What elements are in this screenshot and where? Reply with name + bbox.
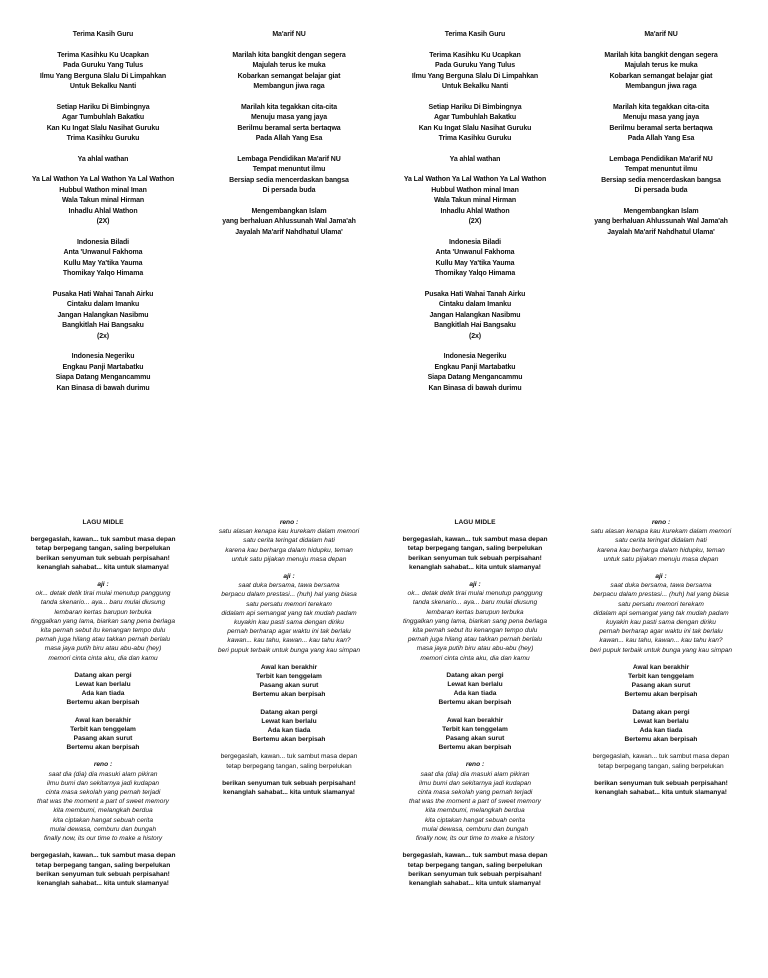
lyric-line: yang berhaluan Ahlussunah Wal Jama'ah	[222, 218, 356, 225]
lyric-line: beri pupuk terbaik untuk bunga yang kau simpan	[589, 646, 733, 654]
lyric-line: Wala Takun minal Hirman	[433, 197, 517, 204]
lyric-line: Lewat kan berlalu	[75, 681, 131, 689]
lyric-line: Kullu May Ya'tika Yauma	[435, 259, 515, 267]
lyric-line: Terbit kan tenggelam	[70, 725, 136, 733]
stanza	[382, 716, 568, 753]
stanza	[10, 238, 196, 280]
lyric-line: Berilmu beramal serta bertaqwa	[609, 124, 713, 132]
lyric-line: Terbit kan tenggelam	[256, 673, 322, 681]
lyric-line: Ya ahlal wathan	[449, 155, 501, 163]
lyric-line: Kullu May Ya'tika Yauma	[63, 259, 143, 267]
lyric-line: kenanglah sahabat... kita untuk slamanya!	[595, 789, 727, 797]
stanza	[382, 580, 568, 663]
lyric-line: Pasang akan surut	[631, 682, 691, 690]
lyric-line: kenanglah sahabat... kita untuk slamanya!	[409, 563, 541, 571]
lyric-line: Setiap Hariku Di Bimbingnya	[428, 103, 522, 111]
lyric-line: kenanglah sahabat... kita untuk slamanya!	[409, 879, 541, 887]
lyric-line: tanda skenario... aya... baru mulai diusung	[40, 599, 166, 607]
lyrics-column	[382, 30, 568, 394]
stanza	[196, 663, 382, 700]
lyric-line: kawan... kau tahu, kawan... kau tahu kan?	[599, 637, 723, 645]
singer-label: aji :	[97, 581, 109, 589]
lyric-line: saat duka bersama, tawa bersama	[610, 582, 712, 590]
lyric-line: Datang akan pergi	[260, 708, 318, 716]
lyric-line: tinggalkan yang lama, biarkan sang pena berlaga	[402, 617, 548, 625]
lyric-line: berikan senyuman tuk sebuah perpisahan!	[36, 554, 170, 562]
stanza	[10, 155, 196, 166]
lyric-line: Marilah kita tegakkan cita-cita	[612, 103, 710, 111]
lyric-line: Thomikay Yalqo Himama	[434, 270, 516, 277]
lyric-line: ilmu bumi dan sekitarnya jadi kudapan	[418, 779, 532, 787]
lyric-line: satu persatu memori terekam	[618, 600, 704, 608]
lyric-line: Di persada buda	[634, 187, 688, 194]
stanza	[382, 535, 568, 572]
lyrics-column	[196, 518, 382, 805]
lyric-line: Bersiap sedia mencerdaskan bangsa	[601, 176, 721, 184]
lyric-line: yang berhaluan Ahlussunah Wal Jama'ah	[594, 218, 728, 225]
stanza	[196, 708, 382, 745]
lyric-line: Membangun jiwa raga	[253, 83, 325, 90]
lyric-line: tetap berpegang tangan, saling berpelukan	[407, 545, 543, 553]
lyric-line: Ada kan tiada	[453, 690, 497, 698]
lyric-line: Kan Binasa di bawah durimu	[56, 384, 150, 392]
lyric-line: Pasang akan surut	[259, 682, 319, 690]
stanza	[568, 518, 754, 564]
lyric-line: untuk satu pijakan menuju masa depan	[231, 555, 347, 563]
lyric-line: Ada kan tiada	[267, 727, 311, 735]
stanza	[10, 580, 196, 663]
lyric-line: tetap berpegang tangan, saling berpelukan	[598, 762, 724, 770]
lyric-line: Bertemu akan berpisah	[66, 699, 140, 707]
lyric-line: mulai dewasa, cemburu dan bungah	[421, 825, 529, 833]
lyric-line: berpacu dalam prestasi... (huh) hal yang biasa	[221, 591, 357, 599]
lyric-line: Ilmu Yang Berguna Slalu Di Limpahkan	[39, 72, 167, 80]
stanza	[568, 708, 754, 745]
lyric-line: satu persatu memori terekam	[246, 600, 332, 608]
lyric-line: berpacu dalam prestasi... (huh) hal yang biasa	[593, 591, 729, 599]
lyric-line: Bertemu akan berpisah	[66, 744, 140, 752]
lyric-line: Mengembangkan Islam	[623, 207, 699, 215]
song-title: LAGU MIDLE	[454, 519, 496, 526]
lyric-line: ok... detak detik tirai mulai menutup panggung	[407, 590, 543, 598]
lyric-line: Thomikay Yalqo Himama	[62, 270, 144, 277]
stanza	[568, 572, 754, 655]
lyric-line: Hubbul Wathon minal Iman	[59, 186, 147, 194]
lyric-line: cinta masa sekolah yang pernah terjadi	[45, 789, 161, 797]
lyric-line: Ilmu Yang Berguna Slalu Di Limpahkan	[411, 72, 539, 80]
stanza	[568, 51, 754, 93]
stanza	[196, 103, 382, 145]
stanza	[10, 760, 196, 843]
lyric-line: didalam api semangat yang tak mudah padam	[593, 609, 729, 617]
lyric-line: Datang akan pergi	[632, 708, 690, 716]
lyric-line: Untuk Bekalku Nanti	[69, 83, 137, 90]
lyric-line: Jayalah Ma'arif Nahdhatul Ulama'	[607, 228, 715, 236]
lyric-line: Setiap Hariku Di Bimbingnya	[56, 103, 150, 111]
lyric-line: Bertemu akan berpisah	[438, 744, 512, 752]
lyric-line: pernah juga hilang atau takkan pernah berlalu	[35, 636, 171, 644]
lyric-line: mulai dewasa, cemburu dan bungah	[49, 825, 157, 833]
lyric-line: finally now, its our time to make a history	[43, 835, 163, 843]
lyric-line: (2x)	[468, 332, 482, 340]
lyric-line: berikan senyuman tuk sebuah perpisahan!	[36, 870, 170, 878]
lyric-line: bergegaslah, kawan... tuk sambut masa depan	[592, 753, 730, 761]
stanza	[10, 175, 196, 228]
lyric-line: kita pernah sebut itu kenangan tempo dulu	[412, 627, 538, 635]
lyric-line: Pada Guruku Yang Tulus	[434, 62, 515, 69]
lyric-line: Wala Takun minal Hirman	[61, 197, 145, 204]
lyric-line: Trima Kasihku Guruku	[438, 135, 512, 142]
lyric-line: Jangan Halangkan Nasibmu	[57, 311, 149, 319]
lyric-line: Bangkitlah Hai Bangsaku	[434, 322, 516, 329]
lyric-line: Engkau Panji Martabatku	[434, 363, 516, 371]
lyric-line: berikan senyuman tuk sebuah perpisahan!	[408, 554, 542, 562]
stanza	[10, 671, 196, 708]
lyric-line: tanda skenario... aya... baru mulai diusung	[412, 599, 538, 607]
lyric-line: Datang akan pergi	[446, 671, 504, 679]
lyric-line: beri pupuk terbaik untuk bunga yang kau simpan	[217, 646, 361, 654]
lyric-line: saat duka bersama, tawa bersama	[238, 582, 340, 590]
lyric-line: Indonesia Negeriku	[71, 353, 135, 360]
singer-label: aji :	[283, 573, 295, 581]
lyrics-column	[196, 30, 382, 238]
lyric-line: didalam api semangat yang tak mudah padam	[221, 609, 357, 617]
singer-label: aji :	[655, 573, 667, 581]
stanza	[568, 663, 754, 700]
lyric-line: Pada Allah Yang Esa	[627, 135, 695, 142]
lyric-line: Bertemu akan berpisah	[624, 691, 698, 699]
lyric-line: Inhadlu Ahlal Wathon	[440, 207, 510, 215]
lyric-line: Menuju masa yang jaya	[622, 114, 700, 121]
lyric-line: Pada Allah Yang Esa	[255, 135, 323, 142]
lyric-line: Majulah terus ke muka	[624, 62, 698, 69]
lyric-line: Kan Binasa di bawah durimu	[428, 384, 522, 392]
lyrics-column	[382, 518, 568, 896]
stanza	[568, 207, 754, 239]
lyric-line: memori cinta cinta aku, dia dan kamu	[48, 654, 158, 662]
song-title: Ma'arif NU	[272, 31, 306, 38]
lyric-line: karena kau berharga dalam hidupku, teman	[597, 546, 725, 554]
lyric-line: Di persada buda	[262, 187, 316, 194]
lyric-line: saat dia (dia) dia masuki alam pikiran	[420, 770, 530, 778]
lyric-line: Bersiap sedia mencerdaskan bangsa	[229, 176, 349, 184]
stanza	[382, 352, 568, 394]
lyric-line: Trima Kasihku Guruku	[66, 135, 140, 142]
lyric-line: ilmu bumi dan sekitarnya jadi kudapan	[46, 779, 160, 787]
lyric-line: Terbit kan tenggelam	[628, 673, 694, 681]
stanza	[382, 238, 568, 280]
lyric-line: berikan senyuman tuk sebuah perpisahan!	[222, 779, 356, 787]
lyric-line: Majulah terus ke muka	[252, 62, 326, 69]
lyric-line: masa jaya putih biru atau abu-abu (hey)	[44, 645, 162, 653]
lyric-line: Lewat kan berlalu	[261, 717, 317, 725]
stanza	[382, 290, 568, 343]
singer-label: reno :	[279, 519, 299, 526]
lyric-line: Ada kan tiada	[81, 690, 125, 698]
stanza	[382, 51, 568, 93]
lyric-line: Agar Tumbuhlah Bakatku	[433, 114, 517, 121]
lyric-line: kita membumi, melangkah berdua	[425, 807, 525, 815]
lyric-line: kenanglah sahabat... kita untuk slamanya!	[37, 563, 169, 571]
lyrics-column	[10, 30, 196, 394]
stanza	[196, 572, 382, 655]
lyric-line: kawan... kau tahu, kawan... kau tahu kan?	[227, 637, 351, 645]
lyric-line: kita ciptakan hangat sebuah cerita	[424, 816, 526, 824]
lyric-line: Kan Ku Ingat Slalu Nasihat Guruku	[46, 124, 160, 132]
stanza	[10, 290, 196, 343]
lyric-line: Ada kan tiada	[639, 727, 683, 735]
lyrics-column	[10, 518, 196, 896]
stanza	[196, 752, 382, 770]
lyric-line: Bertemu akan berpisah	[438, 699, 512, 707]
lyric-line: Siapa Datang Mengancammu	[427, 374, 523, 381]
lyric-line: Marilah kita tegakkan cita-cita	[240, 103, 338, 111]
lyrics-column	[568, 518, 754, 805]
lyric-line: Terbit kan tenggelam	[442, 725, 508, 733]
lyric-line: Datang akan pergi	[74, 671, 132, 679]
lyric-line: finally now, its our time to make a history	[415, 835, 535, 843]
stanza	[196, 207, 382, 239]
lyric-line: (2x)	[96, 332, 110, 340]
lyric-line: Marilah kita bangkit dengan segera	[232, 51, 346, 59]
lyric-line: untuk satu pijakan menuju masa depan	[603, 555, 719, 563]
lyric-line: Pusaka Hati Wahai Tanah Airku	[52, 290, 154, 298]
lyric-line: Pasang akan surut	[445, 735, 505, 743]
song-title: Terima Kasih Guru	[72, 31, 134, 38]
lyric-line: satu cerita teringat didalam hati	[243, 537, 335, 545]
lyric-line: kuyakin kau pasti sama dengan diriku	[606, 619, 716, 627]
lyric-line: Untuk Bekalku Nanti	[441, 83, 509, 90]
lyric-line: kuyakin kau pasti sama dengan diriku	[234, 619, 344, 627]
lyric-line: Lewat kan berlalu	[447, 681, 503, 689]
lyric-line: bergegaslah, kawan... tuk sambut masa depan	[220, 753, 358, 761]
stanza	[10, 535, 196, 572]
lyric-line: Agar Tumbuhlah Bakatku	[61, 114, 145, 121]
lyric-line: bergegaslah, kawan... tuk sambut masa depan	[30, 852, 176, 860]
stanza	[196, 155, 382, 197]
lyric-line: Lewat kan berlalu	[633, 717, 689, 725]
song-title: Terima Kasih Guru	[444, 31, 506, 38]
lyric-line: lembaran kertas barupun terbuka	[54, 608, 152, 616]
lyric-line: Siapa Datang Mengancammu	[55, 374, 151, 381]
lyric-line: masa jaya putih biru atau abu-abu (hey)	[416, 645, 534, 653]
lyric-line: tetap berpegang tangan, saling berpelukan	[35, 861, 171, 869]
lyric-line: kita pernah sebut itu kenangan tempo dulu	[40, 627, 166, 635]
stanza	[196, 518, 382, 564]
lyric-line: Jangan Halangkan Nasibmu	[429, 311, 521, 319]
stanza	[568, 752, 754, 770]
lyric-line: Awal kan berakhir	[446, 716, 504, 724]
stanza	[382, 103, 568, 145]
lyric-line: Pasang akan surut	[73, 735, 133, 743]
lyric-line: satu alasan kenapa kau kurekam dalam memori	[590, 528, 732, 536]
lyric-line: Berilmu beramal serta bertaqwa	[237, 124, 341, 132]
lyric-line: bergegaslah, kawan... tuk sambut masa depan	[402, 852, 548, 860]
singer-label: aji :	[469, 581, 481, 589]
singer-label: reno :	[93, 761, 113, 769]
lyric-line: kita ciptakan hangat sebuah cerita	[52, 816, 154, 824]
lyric-line: Bertemu akan berpisah	[624, 736, 698, 744]
lyric-line: Membangun jiwa raga	[625, 83, 697, 90]
lyric-line: bergegaslah, kawan... tuk sambut masa depan	[30, 536, 176, 544]
stanza	[10, 851, 196, 888]
lyric-line: Indonesia Biladi	[448, 238, 502, 246]
lyric-line: Tempat menuntut ilmu	[252, 166, 326, 173]
lyric-line: Bertemu akan berpisah	[252, 736, 326, 744]
lyric-line: Marilah kita bangkit dengan segera	[604, 51, 718, 59]
lyric-line: Anta 'Unwanul Fakhoma	[63, 249, 143, 256]
lyric-line: tetap berpegang tangan, saling berpelukan	[35, 545, 171, 553]
lyric-line: Ya Lal Wathon Ya Lal Wathon Ya Lal Wathon	[403, 176, 547, 183]
lyric-line: pernah berharap agar waktu ini tak berlalu	[227, 628, 351, 636]
stanza	[10, 103, 196, 145]
lyric-line: Cintaku dalam Imanku	[66, 301, 140, 308]
lyric-line: tetap berpegang tangan, saling berpelukan	[407, 861, 543, 869]
lyric-line: lembaran kertas barupun terbuka	[426, 608, 524, 616]
lyric-line: kita membumi, melangkah berdua	[53, 807, 153, 815]
lyric-line: Tempat menuntut ilmu	[624, 166, 698, 173]
lyric-line: Inhadlu Ahlal Wathon	[68, 207, 138, 215]
lyric-line: Awal kan berakhir	[260, 663, 318, 671]
lyric-line: Jayalah Ma'arif Nahdhatul Ulama'	[235, 228, 343, 236]
lyric-line: cinta masa sekolah yang pernah terjadi	[417, 789, 533, 797]
lyric-line: kenanglah sahabat... kita untuk slamanya!	[37, 879, 169, 887]
lyric-line: bergegaslah, kawan... tuk sambut masa depan	[402, 536, 548, 544]
lyric-line: Lembaga Pendidikan Ma'arif NU	[609, 155, 713, 163]
lyric-line: Lembaga Pendidikan Ma'arif NU	[237, 155, 341, 163]
lyric-line: Terima Kasihku Ku Ucapkan	[429, 51, 521, 59]
lyric-line: Engkau Panji Martabatku	[62, 363, 144, 371]
singer-label: reno :	[651, 519, 671, 526]
lyric-line: (2X)	[468, 218, 482, 225]
lyric-line: saat dia (dia) dia masuki alam pikiran	[48, 770, 158, 778]
lyric-line: Ya Lal Wathon Ya Lal Wathon Ya Lal Wathon	[31, 176, 175, 183]
stanza	[382, 155, 568, 166]
stanza	[568, 779, 754, 797]
lyric-line: Kan Ku Ingat Slalu Nasihat Guruku	[418, 124, 532, 132]
lyric-line: that was the moment a part of sweet memory	[409, 798, 541, 806]
stanza	[568, 155, 754, 197]
lyric-line: tinggalkan yang lama, biarkan sang pena berlaga	[30, 617, 176, 625]
song-title: Ma'arif NU	[644, 31, 678, 38]
stanza	[196, 779, 382, 797]
stanza	[196, 51, 382, 93]
singer-label: reno :	[465, 761, 485, 769]
lyric-line: Terima Kasihku Ku Ucapkan	[57, 51, 149, 59]
lyric-line: satu alasan kenapa kau kurekam dalam memori	[218, 528, 360, 536]
stanza	[10, 352, 196, 394]
lyric-line: Indonesia Biladi	[76, 238, 130, 246]
lyrics-column	[568, 30, 754, 238]
lyric-line: Awal kan berakhir	[632, 663, 690, 671]
lyric-line: (2X)	[96, 218, 110, 225]
lyric-line: Pusaka Hati Wahai Tanah Airku	[424, 290, 526, 298]
lyric-line: that was the moment a part of sweet memory	[37, 798, 169, 806]
lyric-line: berikan senyuman tuk sebuah perpisahan!	[408, 870, 542, 878]
lyric-line: Kobarkan semangat belajar giat	[609, 72, 713, 80]
lyric-line: pernah berharap agar waktu ini tak berlalu	[599, 628, 723, 636]
stanza	[382, 851, 568, 888]
lyric-line: Indonesia Negeriku	[443, 353, 507, 360]
lyric-line: Bangkitlah Hai Bangsaku	[62, 322, 144, 329]
lyric-line: Bertemu akan berpisah	[252, 691, 326, 699]
stanza	[10, 51, 196, 93]
lyric-line: Kobarkan semangat belajar giat	[237, 72, 341, 80]
stanza	[568, 103, 754, 145]
lyric-line: Awal kan berakhir	[74, 716, 132, 724]
lyric-line: Ya ahlal wathan	[77, 155, 129, 163]
lyric-line: Cintaku dalam Imanku	[438, 301, 512, 308]
lyric-line: karena kau berharga dalam hidupku, teman	[225, 546, 353, 554]
lyric-line: tetap berpegang tangan, saling berpelukan	[226, 762, 352, 770]
lyric-line: Menuju masa yang jaya	[250, 114, 328, 121]
lyric-line: pernah juga hilang atau takkan pernah berlalu	[407, 636, 543, 644]
lyric-line: kenanglah sahabat... kita untuk slamanya!	[223, 789, 355, 797]
lyric-line: Anta 'Unwanul Fakhoma	[435, 249, 515, 256]
lyric-line: ok... detak detik tirai mulai menutup panggung	[35, 590, 171, 598]
lyric-line: Hubbul Wathon minal Iman	[431, 186, 519, 194]
lyric-line: memori cinta cinta aku, dia dan kamu	[420, 654, 530, 662]
lyric-line: Pada Guruku Yang Tulus	[62, 62, 143, 69]
stanza	[382, 671, 568, 708]
lyric-line: berikan senyuman tuk sebuah perpisahan!	[594, 779, 728, 787]
stanza	[382, 760, 568, 843]
stanza	[382, 175, 568, 228]
song-title: LAGU MIDLE	[82, 519, 124, 526]
lyric-line: satu cerita teringat didalam hati	[615, 537, 707, 545]
stanza	[10, 716, 196, 753]
lyric-line: Mengembangkan Islam	[251, 207, 327, 215]
